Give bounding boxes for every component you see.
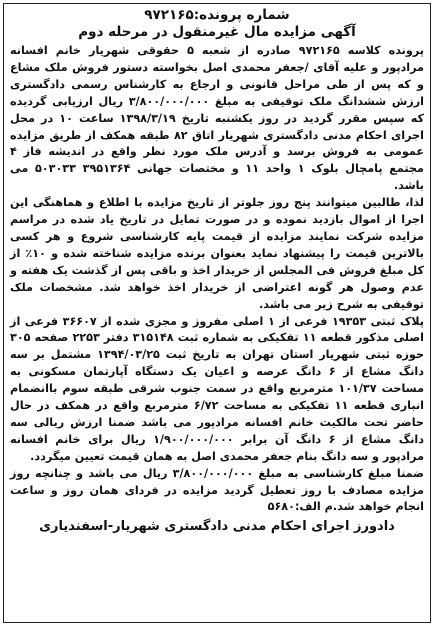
paragraph-closing-note: ضمنا مبلغ کارشناسی به مبلغ ۳/۸۰۰/۰۰۰/۰۰۰ ریال می باشد و چنانچه روز مزایده مصادف با روز تعطیل گردید مزایده در فردای همان روز و ساعت انجام خواهد شد.م الف:۵۶۸۰ (10, 466, 424, 514)
case-number: شماره پرونده:۹۷۲۱۶۵ (144, 7, 290, 23)
paragraph-auction-terms: لذا، طالبین میتوانند پنج روز جلوتر از تاریخ مزایده با اطلاع و هماهنگی این اجرا از اموال بازدید نموده و در صورت تمایل در تاریخ یاد شده در مراسم مزایده شرکت نمایند مزایده از قیمت پایه کارشناسی شروع و هر کسی بالاترین قیمت را پیشنهاد نماید بعنوان برنده مزایده شناخته شده و ۱۰٪ از کل مبلغ فروش فی المجلس از خریدار اخذ و باقی پس از گذشت یک هفته و عدم وصول هر گونه اعتراضی از خریدار اخذ خواهد شد. مشخصات ملک توقیفی به شرح زیر می باشد. (10, 196, 425, 311)
auction-notice (3, 3, 431, 623)
notice-title: آگهی مزایده مال غیرمنقول در مرحله دوم (78, 24, 356, 40)
paragraph-property-specs: پلاک ثبتی ۱۹۳۵۳ فرعی از ۱ اصلی مفروز و مجزی شده از ۳۶۶۰۷ فرعی از اصلی مذکور قطعه ۱۱ تفکیکی به شماره ثبت ۳۱۵۱۴۸ دفتر ۲۲۵۳ صفحه ۳۰۵ حوزه ثبتی شهریار استان تهران به تاریخ ثبت ۱۳۹۴/۰۳/۲۵ مشتمل بر سه دانگ مشاع از ۶ دانگ عرصه و اعیان یک دستگاه آپارتمان مسکونی به مساحت ۱۰۱/۳۷ مترمربع واقع در سمت جنوب شرقی طبقه سوم باانضمام انباری قطعه ۱۱ تفکیکی به مساحت ۶/۷۲ مترمربع واقع در همکف در حال حاضر تحت مالکیت خانم افسانه مرادپور می باشد ضمنا ارزش ریالی سه دانگ مشاع از ۶ دانگ آن برابر ۱/۹۰۰/۰۰۰/۰۰۰ ریال برای خانم افسانه مرادپور و سه دانگ بنام جعفر محمدی اصل به همان قیمت تعیین میگردد. (10, 314, 425, 463)
paragraph-case-details: پرونده کلاسه ۹۷۲۱۶۵ صادره از شعبه ۵ حقوقی شهریار خانم افسانه مرادپور و علیه آقای /جعفر محمدی اصل بخواسته دستور فروش ملک مشاع و که پس از طی مراحل قانونی و ارجاع به کارشناس رسمی دادگستری ارزش ششدانگ ملک توقیفی به مبلغ ۳/۸۰۰/۰۰۰/۰۰۰ ریال ارزیابی گردیده که سپس مقرر گردید در روز یکشنبه تاریخ ۱۳۹۸/۳/۱۹ ساعت ۱۰ در محل اجرای احکام مدنی دادگستری شهریار اتاق ۸۲ طبقه همکف از طریق مزایده عمومی به فروش برسد و آدرس ملک مورد نظر واقع در اندیشه فاز ۴ مجتمع پامچال بلوک ۱ واحد ۱۱ و مختصات جهانی ۳۹۵۱۳۶۴ ۵۰۳۰۳۳ می باشد. (10, 44, 424, 193)
signature: دادورز اجرای احکام مدنی دادگستری شهریار-اسفندیاری (39, 519, 395, 535)
